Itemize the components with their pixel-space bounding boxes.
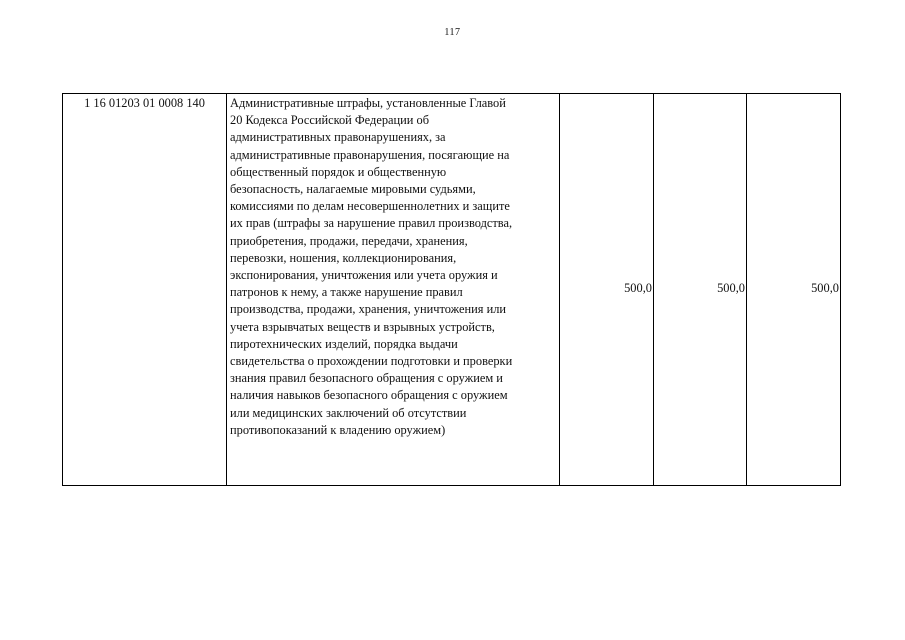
description-line: комиссиями по делам несовершеннолетних и защите bbox=[230, 199, 510, 214]
description-line: перевозки, ношения, коллекционирования, bbox=[230, 250, 457, 265]
description-line: административные правонарушения, посягающие на bbox=[230, 147, 510, 162]
description-line: безопасность, налагаемые мировыми судьями, bbox=[230, 182, 476, 197]
page-number: 117 bbox=[444, 27, 461, 38]
income-description bbox=[227, 94, 560, 486]
description-line: свидетельства о прохождении подготовки и проверки bbox=[230, 354, 513, 369]
description-line: Административные штрафы, установленные Главой bbox=[230, 96, 506, 110]
table-row bbox=[63, 94, 841, 486]
description-line: противопоказаний к владению оружием) bbox=[230, 422, 446, 437]
description-line: 20 Кодекса Российской Федерации об bbox=[230, 113, 430, 128]
description-line: наличия навыков безопасного обращения с оружием bbox=[230, 388, 508, 403]
amount-year-1: 500,0 bbox=[560, 94, 654, 486]
description-line: их прав (штрафы за нарушение правил производства, bbox=[230, 216, 513, 231]
description-line: или медицинских заключений об отсутствии bbox=[230, 405, 467, 420]
description-line: приобретения, продажи, передачи, хранения, bbox=[230, 233, 468, 248]
description-line: патронов к нему, а также нарушение правил bbox=[230, 285, 463, 300]
description-line: общественный порядок и общественную bbox=[230, 164, 447, 179]
amount-year-2: 500,0 bbox=[654, 94, 747, 486]
description-line: экспонирования, уничтожения или учета оружия и bbox=[230, 268, 498, 283]
budget-classification-code: 1 16 01203 01 0008 140 bbox=[63, 94, 227, 486]
description-line: знания правил безопасного обращения с оружием и bbox=[230, 371, 503, 386]
description-line: пиротехнических изделий, порядка выдачи bbox=[230, 336, 458, 351]
description-line: производства, продажи, хранения, уничтожения или bbox=[230, 302, 507, 317]
description-line: учета взрывчатых веществ и взрывных устройств, bbox=[230, 319, 495, 334]
amount-year-3: 500,0 bbox=[747, 94, 841, 486]
budget-table bbox=[62, 93, 841, 486]
description-line: административных правонарушениях, за bbox=[230, 130, 446, 145]
